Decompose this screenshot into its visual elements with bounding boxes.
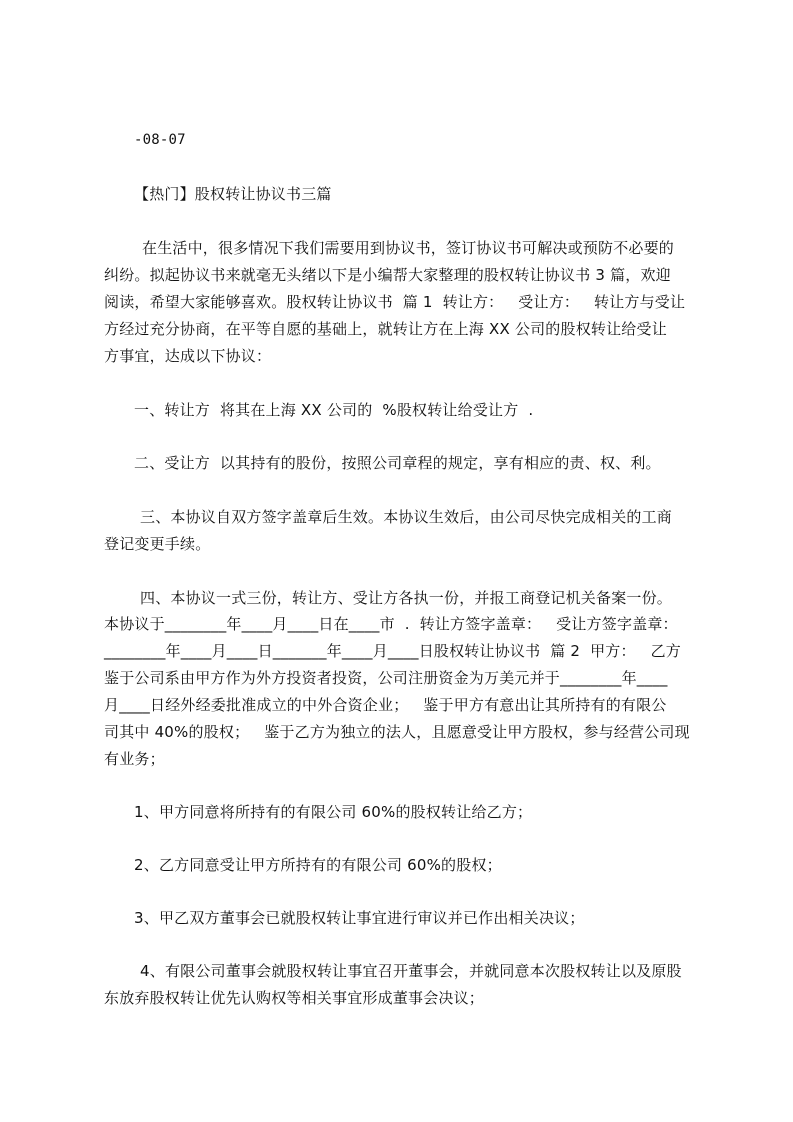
clause-4-line-6: 司其中 40%的股权； 鉴于乙方为独立的法人，且愿意受让甲方股权，参与经营公司现 <box>104 723 690 741</box>
doc-date: -08-07 <box>134 132 186 148</box>
intro-line-3: 阅读，希望大家能够喜欢。股权转让协议书 篇 1 转让方： 受让方： 转让方与受让 <box>104 293 686 311</box>
list-item-4-line-1: 4、有限公司董事会就股权转让事宜召开董事会，并就同意本次股权转让以及原股 <box>140 962 682 980</box>
clause-4-line-7: 有业务； <box>104 750 165 768</box>
intro-line-5: 方事宜，达成以下协议： <box>104 347 272 365</box>
intro-line-2: 纠纷。拟起协议书来就毫无头绪以下是小编帮大家整理的股权转让协议书 3 篇，欢迎 <box>104 266 671 284</box>
clause-4-line-2: 本协议于________年____月____日在____市 . 转让方签字盖章： 受让方签字盖章： <box>104 615 678 633</box>
clause-3-line-1: 三、本协议自双方签字盖章后生效。本协议生效后，由公司尽快完成相关的工商 <box>140 508 673 526</box>
clause-4-line-4: 鉴于公司系由甲方作为外方投资者投资，公司注册资金为万美元并于________年____ <box>104 669 668 687</box>
clause-3-line-2: 登记变更手续。 <box>104 535 211 553</box>
list-item-3: 3、甲乙双方董事会已就股权转让事宜进行审议并已作出相关决议； <box>134 909 585 927</box>
list-item-1: 1、甲方同意将所持有的有限公司 60%的股权转让给乙方； <box>134 803 533 821</box>
list-item-2: 2、乙方同意受让甲方所持有的有限公司 60%的股权； <box>134 856 502 874</box>
clause-4-line-3: ________年____月____日_______年____月____日股权转让协议书 篇 2 甲方： 乙方 <box>104 642 681 660</box>
clause-1: 一、转让方 将其在上海 XX 公司的 %股权转让给受让方 . <box>134 401 534 419</box>
clause-4-line-5: 月____日经外经委批准成立的中外合资企业； 鉴于甲方有意出让其所持有的有限公 <box>104 696 667 714</box>
list-item-4-line-2: 东放弃股权转让优先认购权等相关事宜形成董事会决议； <box>104 989 485 1007</box>
clause-4-line-1: 四、本协议一式三份，转让方、受让方各执一份，并报工商登记机关备案一份。 <box>140 589 673 607</box>
intro-line-4: 方经过充分协商，在平等自愿的基础上，就转让方在上海 XX 公司的股权转让给受让 <box>104 320 667 338</box>
doc-title: 【热门】股权转让协议书三篇 <box>134 185 332 203</box>
intro-line-1: 在生活中，很多情况下我们需要用到协议书，签订协议书可解决或预防不必要的 <box>142 239 675 257</box>
clause-2: 二、受让方 以其持有的股份，按照公司章程的规定，享有相应的责、权、利。 <box>134 454 661 472</box>
